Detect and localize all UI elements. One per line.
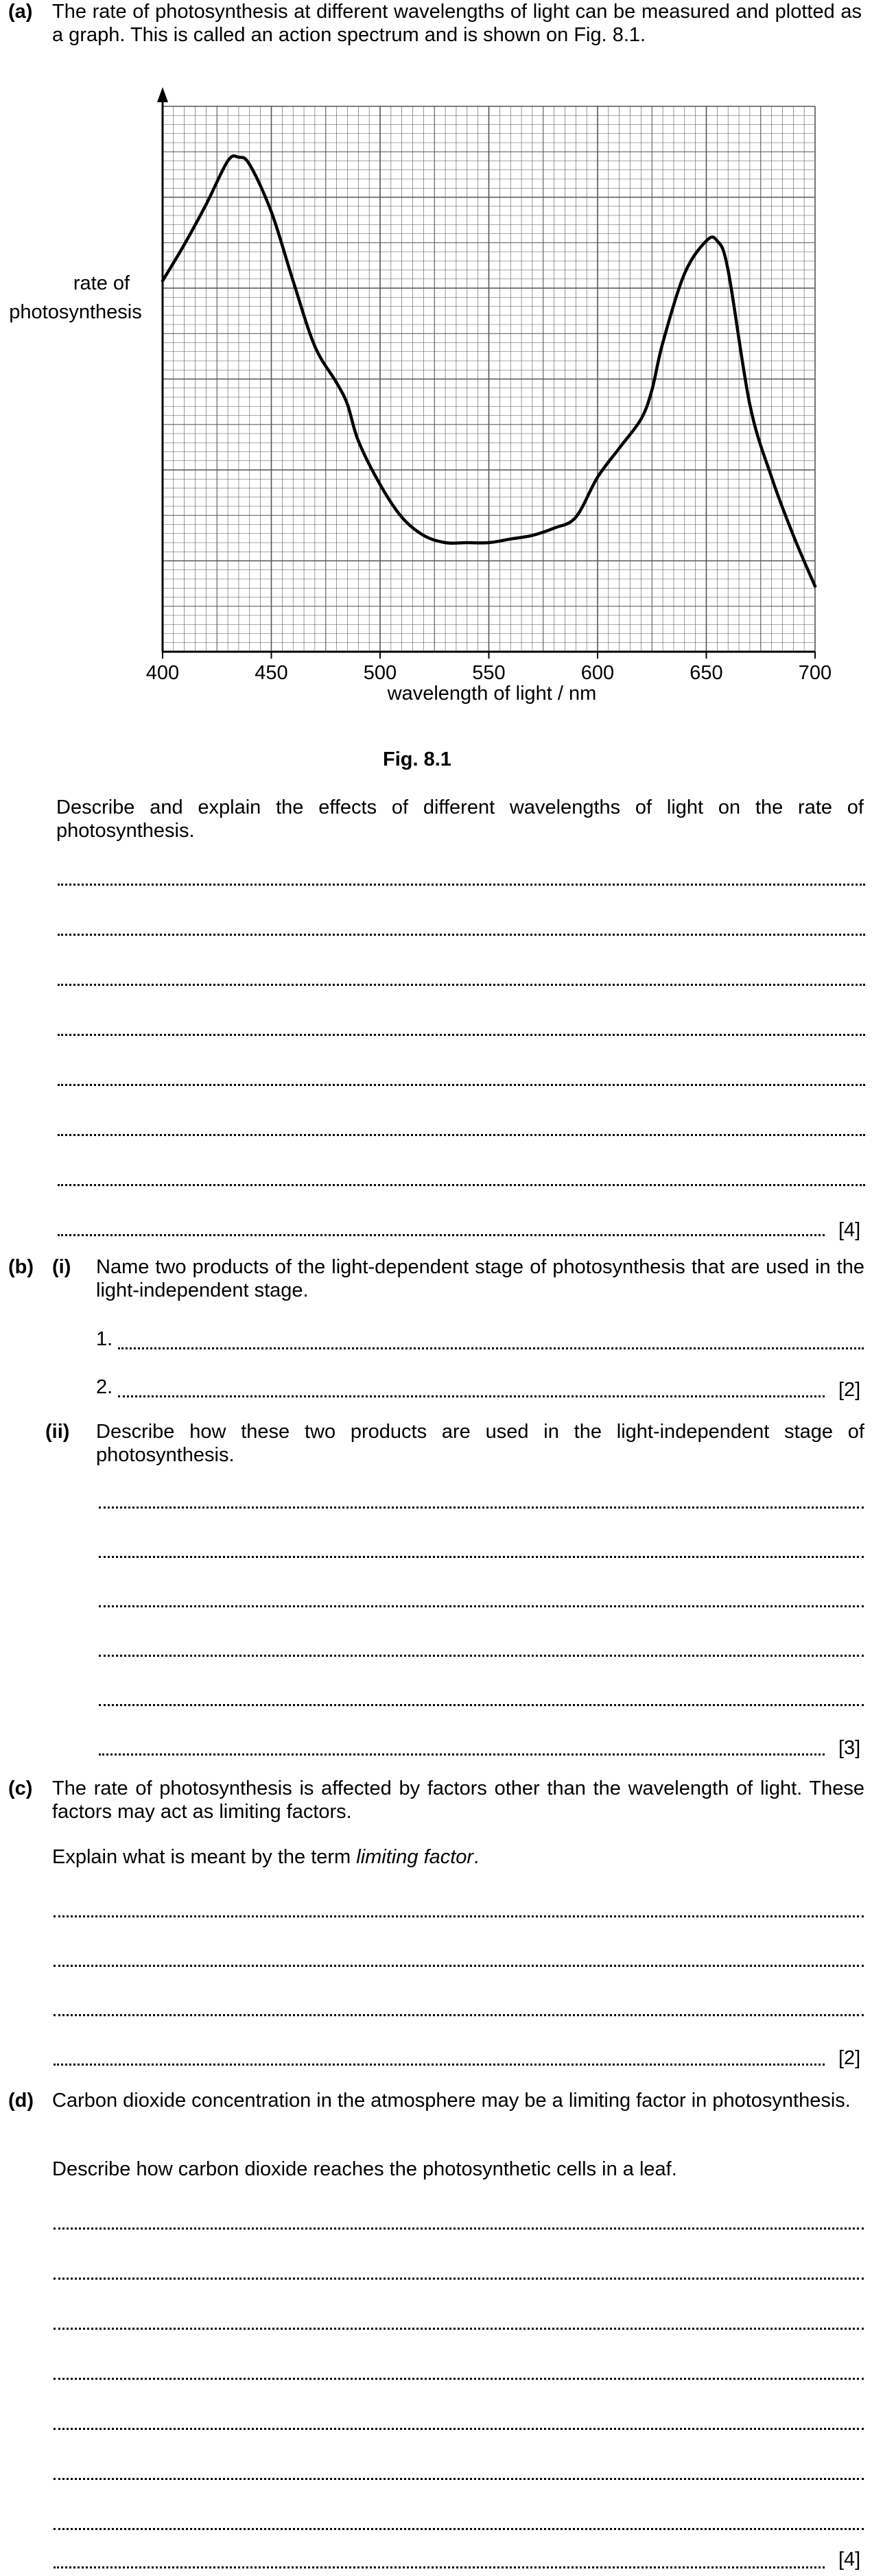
- answer-line-d-7[interactable]: [54, 2528, 864, 2530]
- answer-line-a-6[interactable]: [58, 1134, 865, 1136]
- answer-line-b-ii-6[interactable]: [99, 1753, 825, 1756]
- part-d-label: (d): [8, 2090, 34, 2112]
- part-a-question: Describe and explain the effects of different wavelengths of light on the rate of photosynthesis.: [56, 796, 864, 842]
- marks-d: [4]: [838, 2549, 861, 2571]
- part-b-ii-question: Describe how these two products are used in the light-independent stage of photosynthesis.: [96, 1421, 864, 1466]
- part-a-label: (a): [8, 1, 33, 23]
- answer-line-c-3[interactable]: [54, 2014, 864, 2016]
- answer-line-a-7[interactable]: [58, 1184, 865, 1186]
- part-c-question: [52, 1845, 479, 1869]
- answer-line-b-ii-1[interactable]: [99, 1506, 864, 1509]
- part-c-label: (c): [8, 1777, 33, 1799]
- answer-line-b-ii-2[interactable]: [99, 1556, 864, 1558]
- answer-2-number: 2.: [96, 1376, 113, 1398]
- answer-line-c-1[interactable]: [54, 1915, 864, 1917]
- x-axis-label: wavelength of light / nm: [387, 683, 597, 705]
- answer-line-a-8[interactable]: [58, 1234, 825, 1236]
- x-tick-label: 650: [690, 662, 723, 684]
- y-axis-label-line1: rate of: [73, 272, 130, 294]
- part-c-question-term: limiting factor: [356, 1846, 474, 1868]
- figure-caption: Fig. 8.1: [383, 748, 451, 770]
- answer-line-d-1[interactable]: [54, 2228, 864, 2230]
- part-c-question-prefix: Explain what is meant by the term: [52, 1846, 357, 1868]
- part-b-label: (b): [8, 1256, 34, 1278]
- x-tick-label: 500: [363, 662, 397, 684]
- part-a-intro: The rate of photosynthesis at different wavelengths of light can be measured and plotted as a graph. This is called an action spectrum and is shown on Fig. 8.1.: [52, 1, 862, 46]
- marks-b-i: [2]: [838, 1379, 861, 1401]
- answer-line-a-1[interactable]: [58, 884, 865, 886]
- x-tick-label: 600: [580, 662, 615, 684]
- answer-line-a-3[interactable]: [58, 984, 865, 986]
- x-tick-label: 550: [472, 662, 506, 684]
- marks-b-ii: [3]: [838, 1737, 861, 1759]
- y-axis-label-line2: photosynthesis: [9, 301, 142, 323]
- action-spectrum-chart: [0, 69, 872, 727]
- answer-line-a-2[interactable]: [58, 934, 865, 936]
- answer-line-b-ii-3[interactable]: [99, 1605, 864, 1607]
- x-tick-label: 450: [255, 662, 288, 684]
- chart-tick-labels: [146, 652, 832, 684]
- x-tick-label: 700: [798, 662, 832, 684]
- x-tick-label: 400: [145, 662, 180, 684]
- part-c-intro: The rate of photosynthesis is affected by factors other than the wavelength of light. These factors may act as limiting factors.: [52, 1777, 864, 1823]
- answer-line-c-2[interactable]: [54, 1965, 864, 1967]
- answer-line-d-6[interactable]: [54, 2478, 864, 2480]
- answer-line-b-i-2[interactable]: [118, 1395, 825, 1397]
- marks-c: [2]: [838, 2047, 861, 2069]
- marks-a: [4]: [838, 1219, 861, 1241]
- chart-axes: [157, 87, 815, 652]
- answer-1-number: 1.: [96, 1328, 113, 1350]
- y-axis-arrow: [157, 87, 168, 102]
- part-d-intro: Carbon dioxide concentration in the atmosphere may be a limiting factor in photosynthesis.: [52, 2090, 851, 2112]
- answer-line-b-ii-5[interactable]: [99, 1704, 864, 1706]
- answer-line-c-4[interactable]: [54, 2064, 825, 2066]
- answer-line-a-4[interactable]: [58, 1034, 865, 1036]
- answer-line-d-3[interactable]: [54, 2328, 864, 2330]
- part-c-question-suffix: .: [473, 1846, 480, 1868]
- part-d-question: Describe how carbon dioxide reaches the photosynthetic cells in a leaf.: [52, 2158, 677, 2180]
- part-b-i-label: (i): [52, 1256, 71, 1278]
- answer-line-d-8[interactable]: [54, 2566, 825, 2568]
- part-b-ii-label: (ii): [45, 1421, 70, 1443]
- part-b-i-question: Name two products of the light-dependent stage of photosynthesis that are used in the light-independent stage.: [96, 1256, 864, 1301]
- answer-line-d-4[interactable]: [54, 2378, 864, 2380]
- answer-line-b-i-1[interactable]: [118, 1347, 864, 1349]
- answer-line-d-2[interactable]: [54, 2278, 864, 2280]
- answer-line-d-5[interactable]: [54, 2428, 864, 2430]
- answer-line-b-ii-4[interactable]: [99, 1655, 864, 1657]
- answer-line-a-5[interactable]: [58, 1084, 865, 1086]
